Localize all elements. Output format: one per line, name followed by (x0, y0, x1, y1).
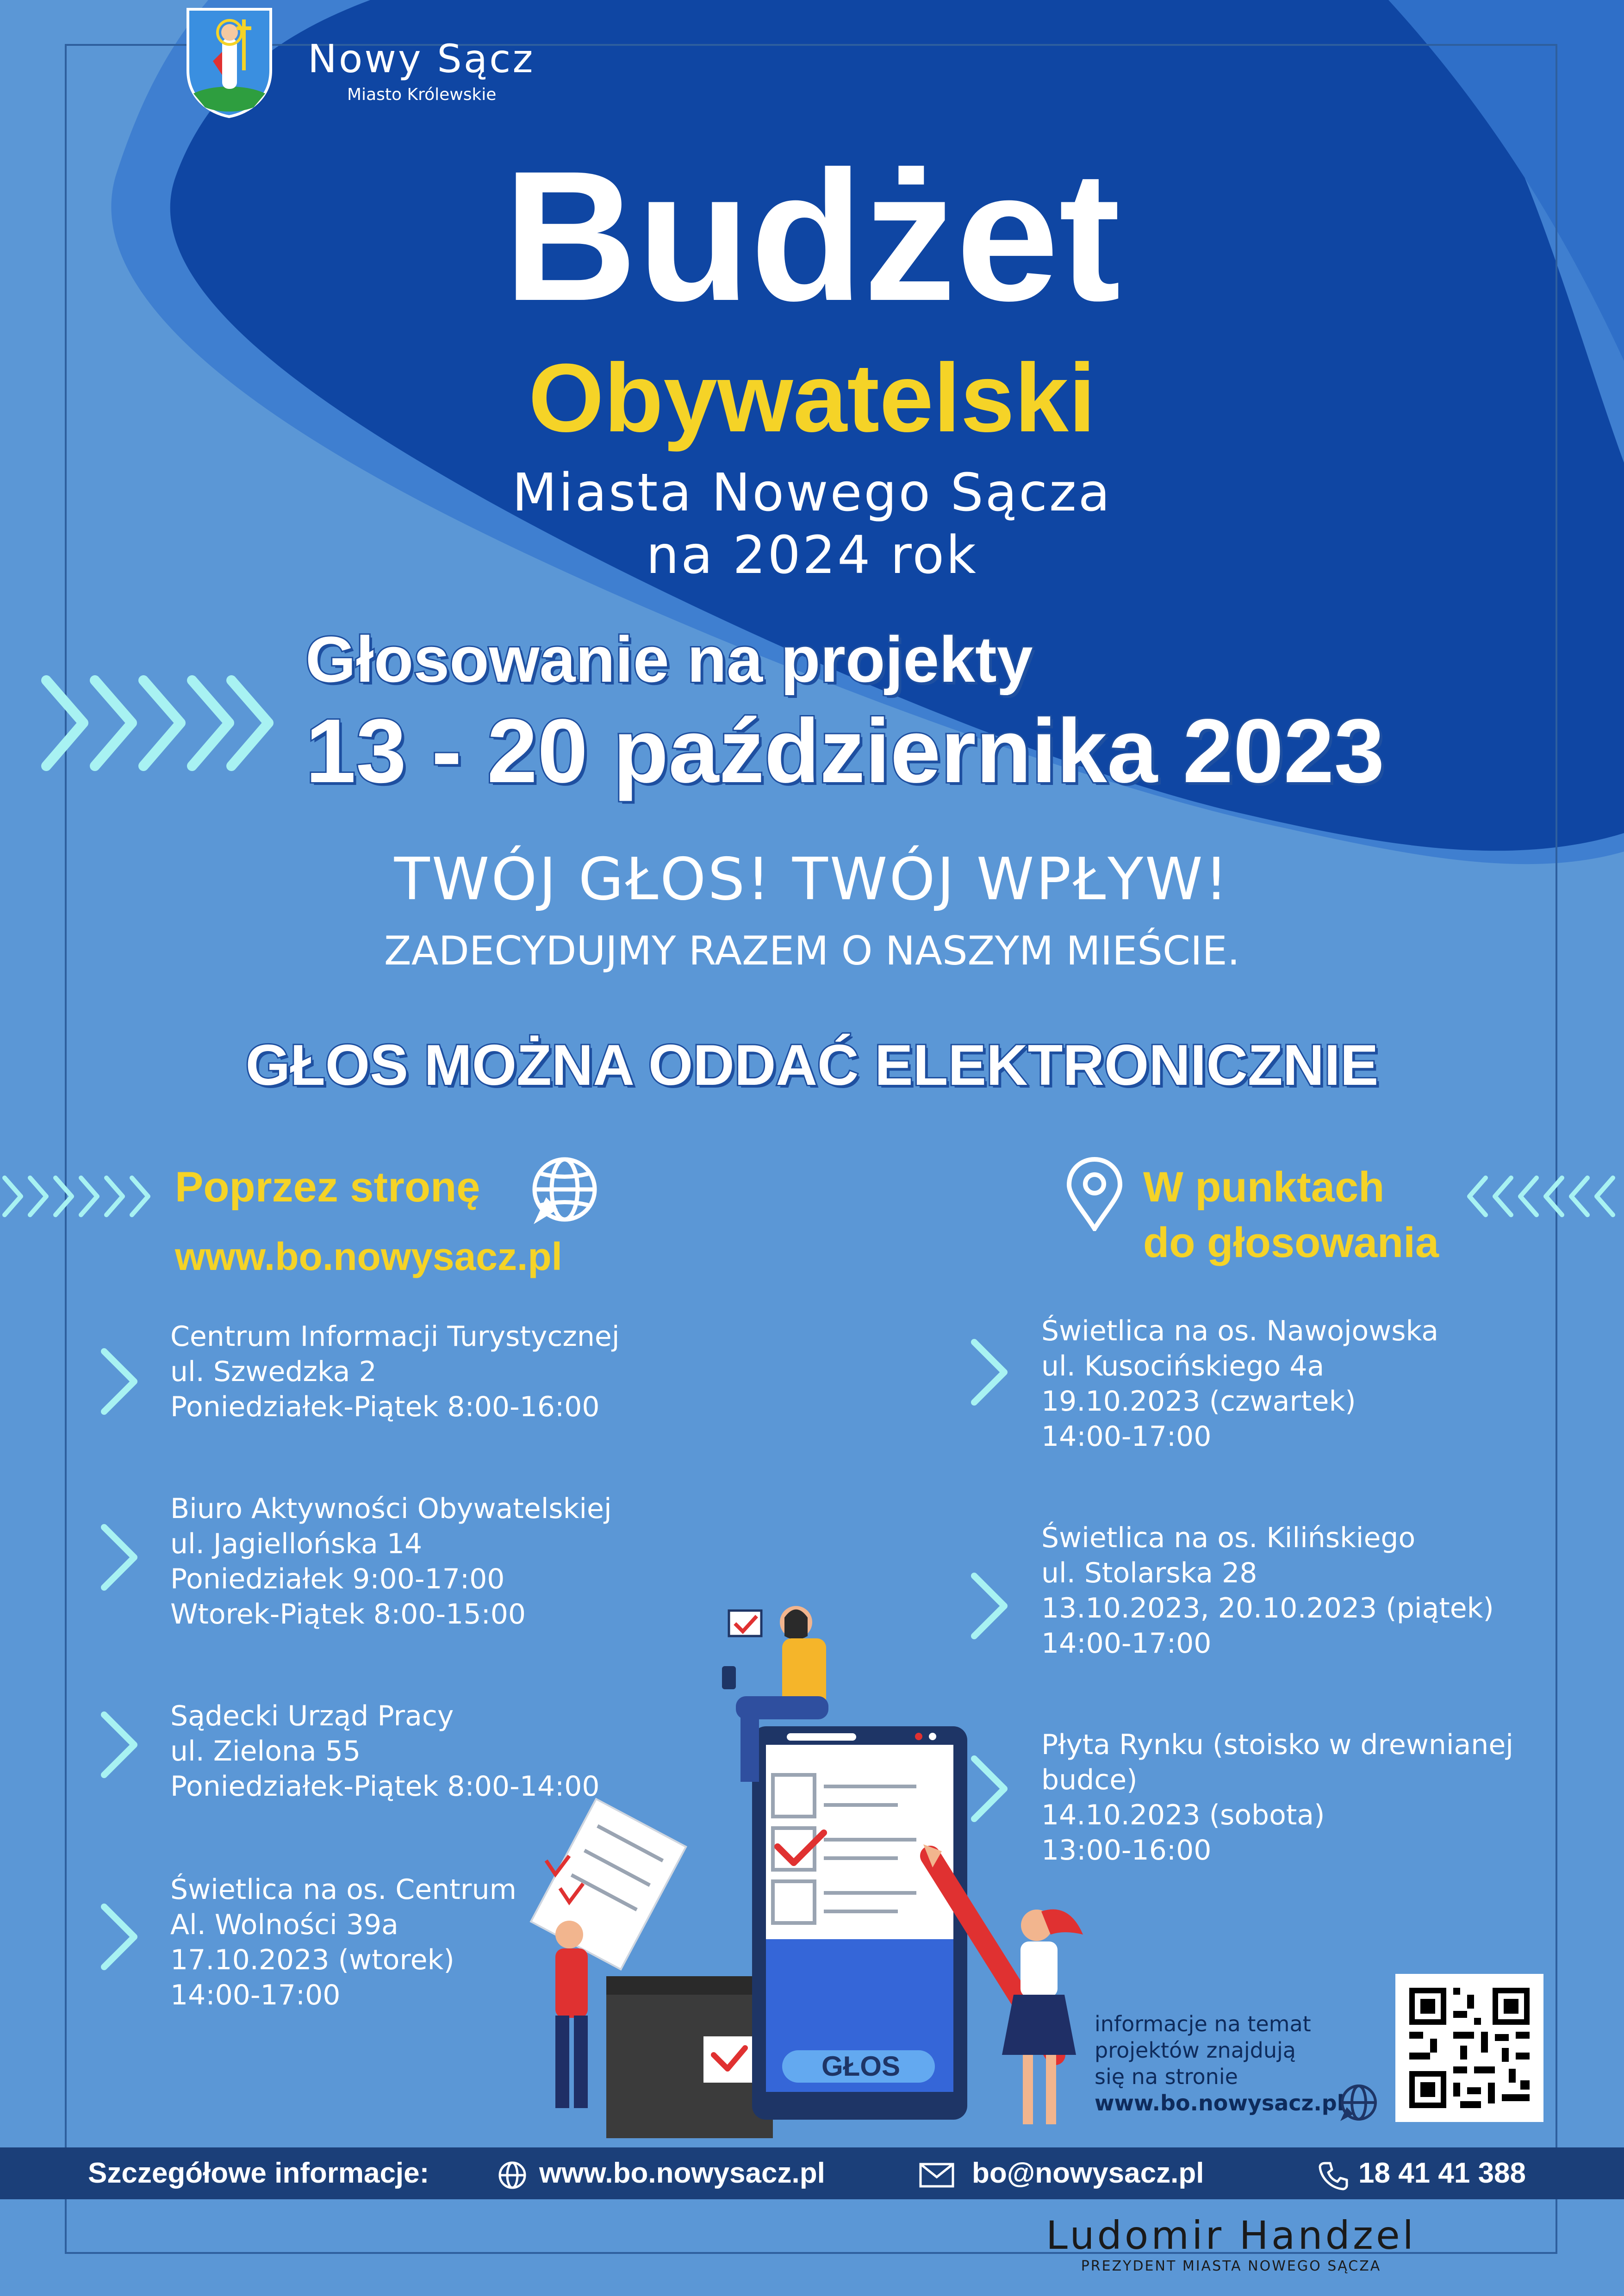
point-line: ul. Jagiellońska 14 (170, 1528, 423, 1560)
location-pin-icon (1064, 1157, 1125, 1231)
point-line: ul. Szwedzka 2 (170, 1356, 377, 1388)
qr-note-line: informacje na temat (1095, 2011, 1311, 2036)
point-line: 14:00-17:00 (170, 1979, 341, 2011)
right-point-3 (1041, 1727, 1513, 1868)
globe-icon (498, 2160, 527, 2190)
point-line: Poniedziałek 9:00-17:00 (170, 1563, 505, 1595)
left-point-1 (170, 1319, 620, 1425)
point-line: Płyta Rynku (stoisko w drewnianej (1041, 1729, 1513, 1761)
signature-role: PREZYDENT MIASTA NOWEGO SĄCZA (1081, 2258, 1381, 2274)
point-line: 13.10.2023, 20.10.2023 (piątek) (1041, 1592, 1494, 1624)
qr-code (1395, 1974, 1543, 2122)
signature-name: Ludomir Handzel (1046, 2213, 1416, 2258)
point-line: Centrum Informacji Turystycznej (170, 1320, 620, 1353)
chevron-icon (97, 1347, 141, 1416)
point-line: Świetlica na os. Kilińskiego (1041, 1522, 1416, 1554)
point-line: Poniedziałek-Piątek 8:00-14:00 (170, 1770, 600, 1803)
footer-website[interactable]: www.bo.nowysacz.pl (539, 2157, 825, 2189)
chevrons-small-left-icon (0, 1173, 162, 1220)
footer-label: Szczegółowe informacje: (88, 2157, 429, 2189)
title-city: Miasta Nowego Sącza (512, 463, 1112, 523)
qr-note-url: www.bo.nowysacz.pl (1095, 2091, 1344, 2116)
qr-note-line: projektów znajdują (1095, 2038, 1296, 2063)
footer-email[interactable]: bo@nowysacz.pl (972, 2157, 1204, 2189)
point-line: 14:00-17:00 (1041, 1420, 1212, 1453)
qr-note-line: się na stronie (1095, 2064, 1238, 2089)
chevron-icon (967, 1338, 1011, 1407)
phone-icon (1318, 2160, 1349, 2191)
globe-cursor-icon (525, 1155, 602, 1229)
slogan-sub: ZADECYDUJMY RAZEM O NASZYM MIEŚCIE. (384, 928, 1240, 974)
chevrons-left-icon (37, 673, 278, 773)
title-obywatelski: Obywatelski (528, 343, 1096, 452)
title-year: na 2024 rok (646, 525, 978, 585)
point-line: 14:00-17:00 (1041, 1627, 1212, 1660)
point-line: ul. Stolarska 28 (1041, 1557, 1257, 1589)
voting-label: Głosowanie na projekty (305, 623, 1033, 696)
right-point-1 (1041, 1313, 1438, 1454)
footer-bar (0, 2147, 1624, 2199)
point-line: Sądecki Urząd Pracy (170, 1700, 454, 1732)
chevron-icon (97, 1902, 141, 1972)
point-line: budce) (1041, 1764, 1138, 1796)
chevron-icon (97, 1523, 141, 1592)
chevron-icon (97, 1710, 141, 1780)
phone-screen-label: GŁOS (821, 2051, 900, 2082)
point-line: Wtorek-Piątek 8:00-15:00 (170, 1598, 526, 1630)
mail-icon (919, 2162, 955, 2188)
point-line: Al. Wolności 39a (170, 1909, 398, 1941)
point-line: ul. Zielona 55 (170, 1735, 361, 1767)
point-line: 17.10.2023 (wtorek) (170, 1944, 454, 1976)
footer-phone[interactable]: 18 41 41 388 (1358, 2157, 1526, 2189)
point-line: Poniedziałek-Piątek 8:00-16:00 (170, 1391, 600, 1423)
points-header-line1: W punktach (1143, 1164, 1385, 1211)
logo-subtitle: Miasto Królewskie (347, 85, 497, 104)
globe-icon (1337, 2082, 1378, 2123)
online-label: Poprzez stronę (175, 1164, 480, 1211)
slogan-main: TWÓJ GŁOS! TWÓJ WPŁYW! (394, 845, 1230, 913)
point-line: 14.10.2023 (sobota) (1041, 1799, 1325, 1831)
points-header-line2: do głosowania (1143, 1219, 1439, 1266)
point-line: Świetlica na os. Centrum (170, 1873, 516, 1906)
point-line: 13:00-16:00 (1041, 1834, 1212, 1867)
logo-city: Nowy Sącz (308, 36, 535, 81)
left-point-4 (170, 1872, 516, 2013)
voting-dates: 13 - 20 października 2023 (305, 700, 1385, 802)
title-budzet: Budżet (503, 132, 1121, 339)
point-line: ul. Kusocińskiego 4a (1041, 1350, 1325, 1382)
online-url: www.bo.nowysacz.pl (175, 1235, 563, 1278)
coat-of-arms (184, 6, 274, 119)
point-line: Biuro Aktywności Obywatelskiej (170, 1493, 612, 1525)
point-line: Świetlica na os. Nawojowska (1041, 1315, 1439, 1347)
electronic-heading: GŁOS MOŻNA ODDAĆ ELEKTRONICZNIE (245, 1033, 1379, 1097)
point-line: 19.10.2023 (czwartek) (1041, 1385, 1356, 1418)
chevrons-small-right-icon (1462, 1173, 1624, 1220)
qr-note (1095, 2011, 1344, 2116)
